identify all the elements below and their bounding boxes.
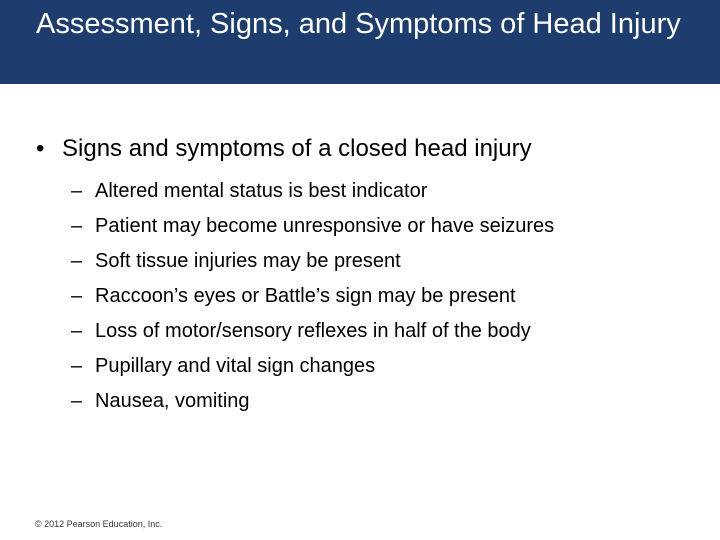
- sub-bullet-item: [71, 209, 554, 244]
- bullet-glyph: •: [36, 135, 45, 162]
- title-bar: [0, 0, 720, 84]
- sub-bullet-text: Soft tissue injuries may be present: [95, 250, 401, 272]
- sub-bullet-list: [71, 174, 554, 419]
- copyright-notice: © 2012 Pearson Education, Inc.: [35, 519, 163, 529]
- sub-bullet-item: [71, 279, 554, 314]
- sub-bullet-item: [71, 174, 554, 209]
- sub-bullet-item: [71, 349, 554, 384]
- slide-title: Assessment, Signs, and Symptoms of Head Injury: [36, 8, 681, 40]
- dash-glyph: –: [71, 250, 83, 272]
- sub-bullet-text: Raccoon’s eyes or Battle’s sign may be present: [95, 285, 516, 307]
- sub-bullet-item: [71, 244, 554, 279]
- dash-glyph: –: [71, 285, 83, 307]
- sub-bullet-text: Loss of motor/sensory reflexes in half of the body: [95, 320, 531, 342]
- sub-bullet-text: Patient may become unresponsive or have seizures: [95, 215, 555, 237]
- dash-glyph: –: [71, 355, 83, 377]
- dash-glyph: –: [71, 320, 83, 342]
- sub-bullet-item: [71, 384, 554, 419]
- sub-bullet-text: Pupillary and vital sign changes: [95, 355, 376, 377]
- main-bullet-text: Signs and symptoms of a closed head injury: [62, 135, 532, 162]
- dash-glyph: –: [71, 390, 83, 412]
- dash-glyph: –: [71, 180, 83, 202]
- sub-bullet-text: Nausea, vomiting: [95, 390, 250, 412]
- sub-bullet-text: Altered mental status is best indicator: [95, 180, 428, 202]
- main-bullet: [36, 134, 532, 164]
- dash-glyph: –: [71, 215, 83, 237]
- sub-bullet-item: [71, 314, 554, 349]
